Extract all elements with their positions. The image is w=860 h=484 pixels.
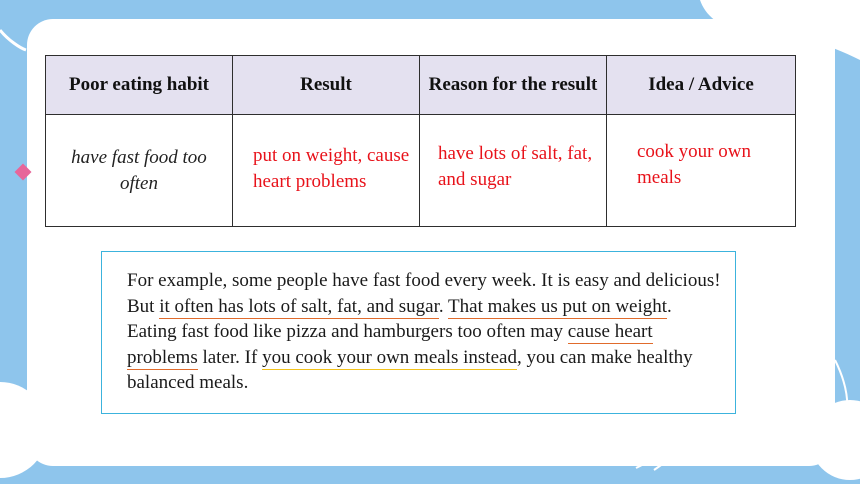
result-text: put on weight, cause heart problems — [253, 144, 410, 192]
reading-passage — [101, 251, 736, 414]
cell-habit: have fast food too often — [46, 115, 233, 227]
advice-text: cook your own meals — [637, 140, 751, 188]
passage-text-2: . — [438, 295, 449, 317]
header-idea-advice: Idea / Advice — [607, 56, 796, 115]
white-curve-left — [0, 30, 26, 50]
cell-result — [233, 115, 420, 227]
underline-result-heart: cause heart problems — [127, 321, 653, 368]
header-result: Result — [233, 56, 420, 115]
passage-text-4: later. If — [197, 346, 263, 368]
underline-reason: it often has lots of salt, fat, and sugar — [159, 295, 439, 317]
table-header-row — [46, 56, 796, 115]
reason-text: have lots of salt, fat, and sugar — [438, 142, 593, 190]
header-poor-eating-habit: Poor eating habit — [46, 56, 233, 115]
underline-result-weight: That makes us put on weight — [448, 295, 668, 317]
underline-advice: you cook your own meals instead — [262, 346, 517, 368]
header-reason: Reason for the result — [420, 56, 607, 115]
passage-text-5: , you can make healthy balanced meals. — [127, 346, 693, 393]
passage-text-1: For example, some people have fast food every week. It is easy and delicious! But — [127, 270, 721, 317]
passage-text-3: . Eating fast food like pizza and hamburgers too often may — [127, 295, 672, 342]
cell-advice — [607, 115, 796, 227]
eating-habits-table — [45, 55, 796, 227]
cell-reason — [420, 115, 607, 227]
table-row — [46, 115, 796, 227]
